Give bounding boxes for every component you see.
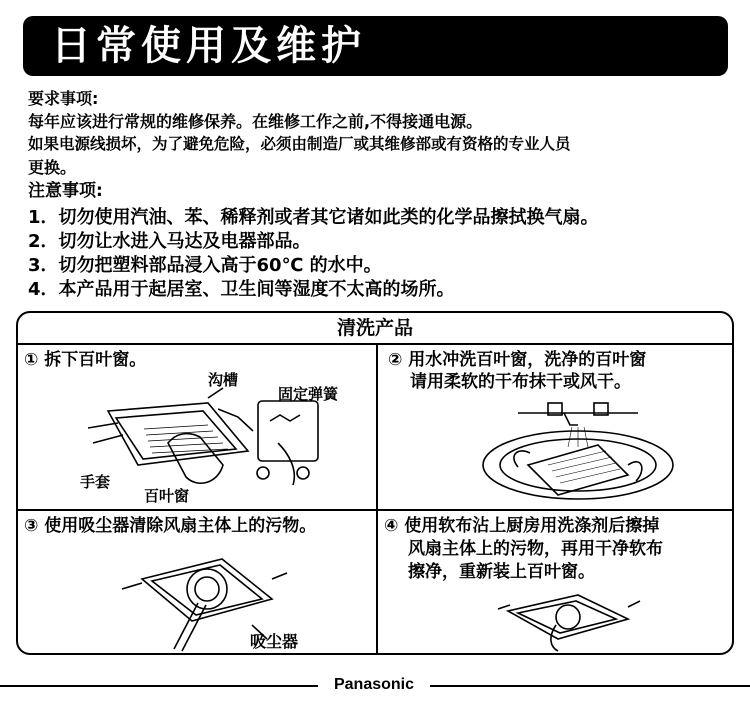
step-4-text-line-1: ④ 使用软布沾上厨房用洗涤剂后擦掉 [384, 516, 660, 536]
label-glove: 手套 [80, 473, 111, 491]
cloth-wiping-illustration [488, 589, 648, 655]
step-2-text-line-1: ② 用水冲洗百叶窗，洗净的百叶窗 [388, 350, 647, 370]
step-3-text: ③ 使用吸尘器清除风扇主体上的污物。 [24, 516, 317, 536]
note-item-4: 4．本产品用于起居室、卫生间等湿度不太高的场所。 [28, 279, 455, 300]
label-spring: 固定弹簧 [278, 385, 339, 403]
note-item-3: 3．切勿把塑料部品浸入高于60℃ 的水中。 [28, 255, 382, 276]
washing-illustration [478, 395, 678, 503]
step-1-text: ① 拆下百叶窗。 [24, 350, 147, 370]
footer-rule-left [0, 685, 318, 687]
cleaning-panel [16, 311, 734, 655]
page-title: 日常使用及维护 [51, 23, 366, 69]
requirements-line-1: 每年应该进行常规的维修保养。在维修工作之前,不得接通电源。 [28, 112, 483, 131]
label-vacuum: 吸尘器 [250, 632, 299, 651]
label-louver: 百叶窗 [144, 487, 190, 505]
step-4-text-line-2: 风扇主体上的污物，再用干净软布 [408, 539, 663, 559]
footer-rule-right [430, 685, 750, 687]
note-item-2: 2．切勿让水进入马达及电器部品。 [28, 231, 311, 252]
title-banner [23, 16, 728, 76]
brand-logo: Panasonic [333, 676, 415, 693]
divider [376, 343, 378, 655]
note-item-1: 1．切勿使用汽油、苯、稀释剂或者其它诸如此类的化学品擦拭换气扇。 [28, 207, 599, 228]
notes-heading: 注意事项: [28, 181, 103, 201]
requirements-line-2: 如果电源线损坏，为了避免危险，必须由制造厂或其维修部或有资格的专业人员 [28, 135, 571, 153]
requirements-heading: 要求事项: [28, 89, 99, 108]
step-4-text-line-3: 擦净，重新装上百叶窗。 [408, 562, 595, 582]
cleaning-title: 清洗产品 [336, 317, 413, 339]
step-2-text-line-2: 请用柔软的干布抹干或风干。 [410, 372, 631, 392]
label-groove: 沟槽 [208, 371, 239, 389]
requirements-line-3: 更换。 [28, 158, 77, 177]
